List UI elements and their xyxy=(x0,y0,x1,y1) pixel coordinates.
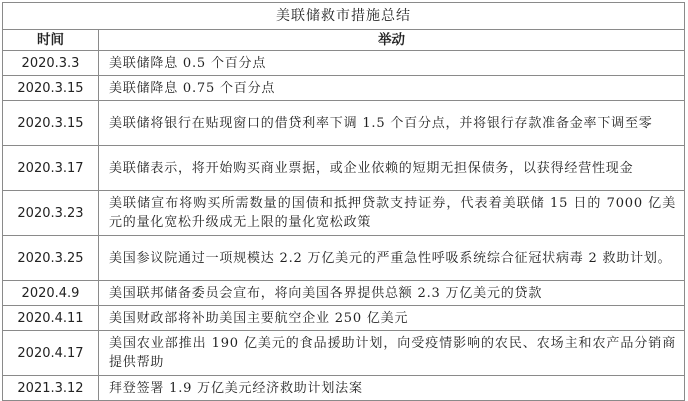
row-date: 2020.3.3 xyxy=(3,51,99,76)
measures-table-container xyxy=(2,2,684,401)
table-row xyxy=(3,191,685,236)
row-action: 美联储降息 0.5 个百分点 xyxy=(99,51,685,76)
row-date: 2020.3.23 xyxy=(3,191,99,236)
table-row xyxy=(3,51,685,76)
row-action: 美联储降息 0.75 个百分点 xyxy=(99,76,685,101)
table-title: 美联储救市措施总结 xyxy=(3,3,685,30)
table-row xyxy=(3,281,685,306)
header-time: 时间 xyxy=(3,30,99,51)
row-date: 2020.4.9 xyxy=(3,281,99,306)
row-date: 2021.3.12 xyxy=(3,376,99,401)
row-date: 2020.3.17 xyxy=(3,146,99,191)
row-date: 2020.4.11 xyxy=(3,306,99,331)
row-action: 美国参议院通过一项规模达 2.2 万亿美元的严重急性呼吸系统综合征冠状病毒 2 救助计划。 xyxy=(99,236,685,281)
row-date: 2020.3.15 xyxy=(3,76,99,101)
header-action: 举动 xyxy=(99,30,685,51)
table-row xyxy=(3,236,685,281)
table-row xyxy=(3,101,685,146)
fed-measures-table xyxy=(2,2,685,401)
row-action: 美国联邦储备委员会宣布，将向美国各界提供总额 2.3 万亿美元的贷款 xyxy=(99,281,685,306)
row-action: 美联储表示，将开始购买商业票据，或企业依赖的短期无担保债务，以获得经营性现金 xyxy=(99,146,685,191)
row-action: 美国农业部推出 190 亿美元的食品援助计划，向受疫情影响的农民、农场主和农产品分销商提供帮助 xyxy=(99,331,685,376)
table-row xyxy=(3,331,685,376)
row-action: 美联储将银行在贴现窗口的借贷利率下调 1.5 个百分点，并将银行存款准备金率下调至零 xyxy=(99,101,685,146)
row-action: 拜登签署 1.9 万亿美元经济救助计划法案 xyxy=(99,376,685,401)
table-row xyxy=(3,376,685,401)
table-title-row xyxy=(3,3,685,30)
row-date: 2020.3.25 xyxy=(3,236,99,281)
table-row xyxy=(3,146,685,191)
table-row xyxy=(3,306,685,331)
row-date: 2020.4.17 xyxy=(3,331,99,376)
row-date: 2020.3.15 xyxy=(3,101,99,146)
row-action: 美联储宣布将购买所需数量的国债和抵押贷款支持证券，代表着美联储 15 日的 7000 亿美元的量化宽松升级成无上限的量化宽松政策 xyxy=(99,191,685,236)
row-action: 美国财政部将补助美国主要航空企业 250 亿美元 xyxy=(99,306,685,331)
table-header-row xyxy=(3,30,685,51)
table-row xyxy=(3,76,685,101)
